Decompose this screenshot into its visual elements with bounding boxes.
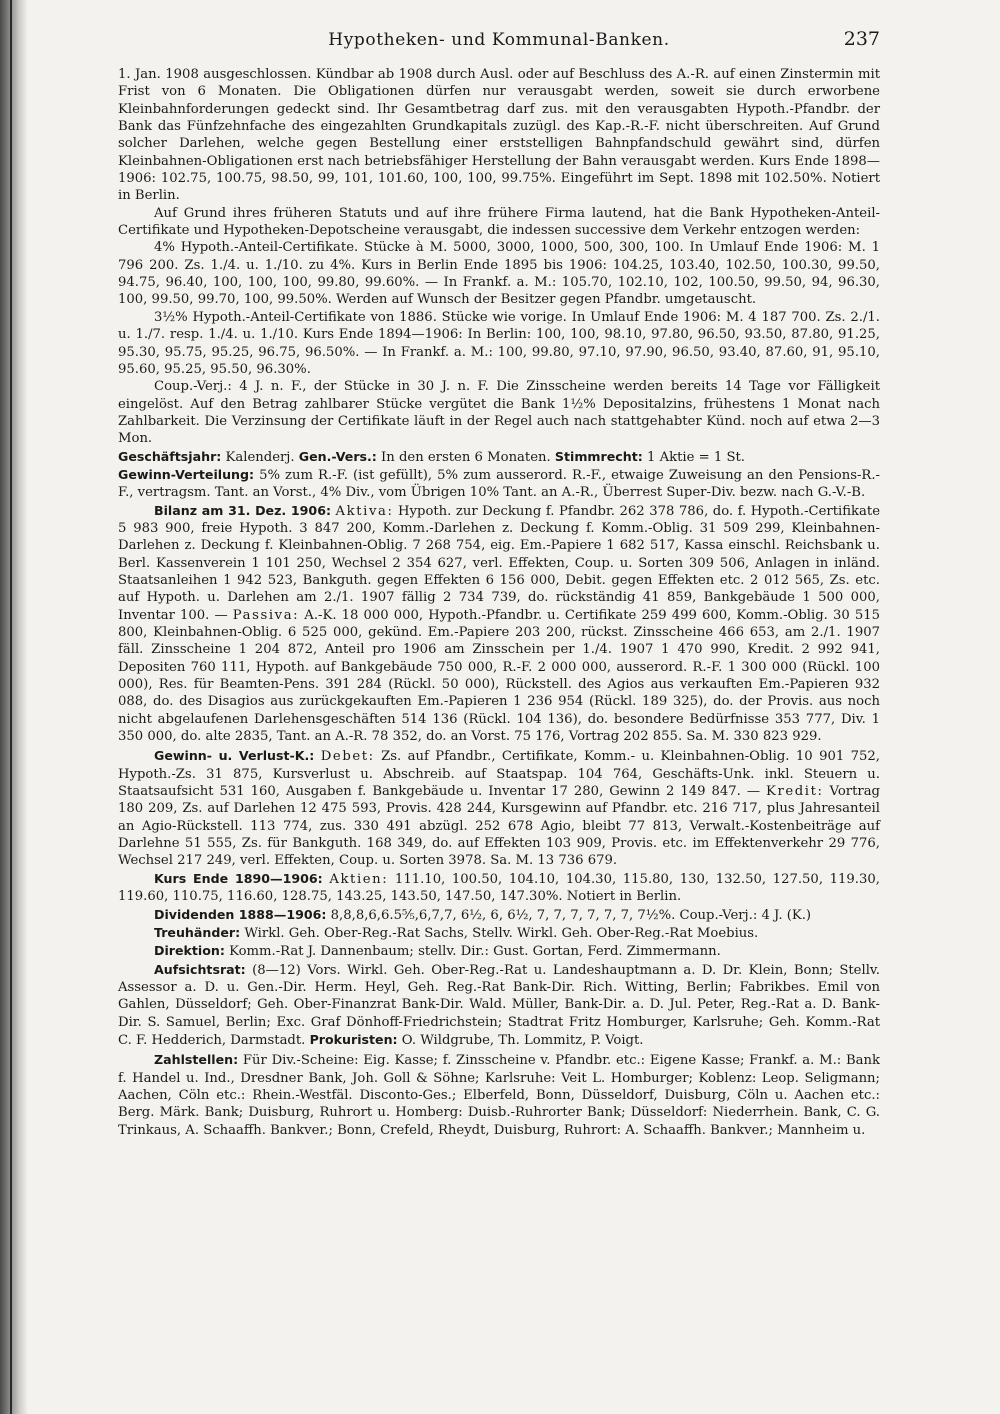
label-aktien: Aktien:: [329, 871, 389, 887]
section-direktion: Direktion: Komm.-Rat J. Dannenbaum; stellv. Dir.: Gust. Gortan, Ferd. Zimmermann.: [154, 943, 721, 960]
label-direktion: Direktion:: [154, 943, 225, 959]
section-gewinn-verlust: Gewinn- u. Verlust-K.: Debet: Zs. auf Pfandbr., Certifikate, Komm.- u. Kleinbahnen-Oblig. 10 901 752, Hypoth.-Zs. 31 875, Kursverlust u. Abschreib. auf Staatspap. 104 764, Geschäfts-Unk. inkl. Steuern u. Staatsaufsicht 531 160, Ausgaben f. Bankgebäude u. Inventar 17 280, Gewinn 2 149 847. — Kredit: Vortrag 180 209, Zs. auf Darlehen 12 475 593, Provis. 428 244, Kursgewinn auf Pfandbr. etc. 216 717, plus Jahresanteil an Agio-Rückstell. 113 774, zus. 330 491 abzügl. 252 678 Agio, bleibt 77 813, Verwalt.-Kostenbeiträge auf Darlehne 51 555, Zs. für Bankguth. 168 349, do. auf Effekten 103 909, Provis. etc. im Effektenverkehr 29 776, Wechsel 217 249, verl. Effekten, Coup. u. Sorten 3978. Sa. M. 13 736 679.: [118, 748, 881, 869]
section-geschaeftsjahr: Geschäftsjahr: Kalenderj. Gen.-Vers.: In den ersten 6 Monaten. Stimmrecht: 1 Aktie = 1 St.: [118, 448, 745, 465]
section-bilanz: Bilanz am 31. Dez. 1906: Aktiva: Hypoth. zur Deckung f. Pfandbr. 262 378 786, do. f. Hypoth.-Certifikate 5 983 900, freie Hypoth. 3 847 200, Komm.-Darlehen z. Deckung f. Komm.-Oblig. 31 509 299, Kleinbahnen-Darlehen z. Deckung f. Kleinbahnen-Oblig. 7 268 754, eig. Em.-Papiere 1 682 517, Kassa einschl. Reichsbank u. Berl. Kassenverein 1 101 250, Wechsel 2 354 627, verl. Effekten, Coup. u. Sorten 309 506, Anlagen in inländ. Staatsanleihen 1 942 523, Bankguth. gegen Effekten 6 156 000, Debit. gegen Effekten etc. 2 012 565, Zs. etc. auf Hypoth. u. Darlehen am 2./1. 1907 fällig 2 734 739, do. rückständig 41 859, Bankgebäude 1 500 000, Inventar 100. — Passiva: A.-K. 18 000 000, Hypoth.-Pfandbr. u. Certifikate 259 499 600, Komm.-Oblig. 30 515 800, Kleinbahnen-Oblig. 6 525 000, gekünd. Em.-Papiere 203 200, rückst. Zinsscheine 466 653, am 2./1. 1907 fäll. Zinsscheine 1 204 872, Anteil pro 1906 am Zinsschein per 1./4. 1907 1 470 990, Kredit. 2 992 941, Depositen 760 111, Hypoth. auf Bankgebäude 750 000, R.-F. 2 000 000, ausserord. R.-F. 1 300 000 (Rückl. 100 000), Res. für Beamten-Pens. 391 284 (Rückl. 50 000), Rückstell. des Agios aus verkauften Em.-Papieren 932 088, do. des Disagios aus zurückgekauften Em.-Papieren 1 236 954 (Rückl. 189 325), do. der Provis. aus noch nicht abgelaufenen Darlehensgeschäften 514 136 (Rückl. 104 136), do. besondere Bedürfnisse 353 777, Div. 1 350 000, do. alte 2835, Tant. an A.-R. 78 352, do. an Vorst. 75 176, Vortrag 202 855. Sa. M. 330 823 929.: [118, 502, 880, 745]
label-bilanz: Bilanz am 31. Dez. 1906:: [154, 502, 331, 518]
page-header: [118, 30, 880, 58]
page-body: [118, 66, 880, 1139]
label-dividenden: Dividenden 1888—1906:: [154, 906, 327, 922]
label-zahlstellen: Zahlstellen:: [154, 1052, 239, 1068]
label-kurs: Kurs Ende 1890—1906:: [154, 870, 323, 886]
label-gewinn-verlust: Gewinn- u. Verlust-K.:: [154, 748, 315, 764]
paragraph-kleinbahn-obligationen: 1. Jan. 1908 ausgeschlossen. Kündbar ab 1908 durch Ausl. oder auf Beschluss des A.-R. auf einen Zinstermin mit Frist von 6 Monaten. Die Obligationen dürfen nur verausgabt werden, soweit sie durch erworbene Kleinbahnforderungen gedeckt sind. Ihr Gesamtbetrag darf zus. mit den verausgabten Hypoth.-Pfandbr. der Bank das Fünfzehnfache des eingezahlten Grundkapitals zuzügl. des Kap.-R.-F. nicht überschreiten. Auf Grund solcher Darlehen, welche gegen Bestellung einer erststelligen Bahnpfandschuld gewährt sind, dürfen Kleinbahnen-Obligationen erst nach betriebsfähiger Herstellung der Bahn verausgabt werden. Kurs Ende 1898—1906: 102.75, 100.75, 98.50, 99, 101, 101.60, 100, 100, 99.75%. Eingeführt im Sept. 1898 mit 102.50%. Notiert in Berlin.: [118, 67, 880, 204]
page-number: 237: [843, 28, 880, 50]
running-title: Hypotheken- und Kommunal-Banken.: [328, 30, 670, 50]
label-treuhaender: Treuhänder:: [154, 924, 241, 940]
section-zahlstellen: Zahlstellen: Für Div.-Scheine: Eig. Kasse; f. Zinsscheine v. Pfandbr. etc.: Eigene Kasse; Frankf. a. M.: Bank f. Handel u. Ind., Dresdner Bank, Joh. Goll & Söhne; Karlsruhe: Veit L. Homburger; Koblenz: Leop. Seligmann; Aachen, Cöln etc.: Rhein.-Westfäl. Disconto-Ges.; Elberfeld, Bonn, Düsseldorf, Duisburg, Cöln u. Aachen etc.: Berg. Märk. Bank; Duisburg, Ruhrort u. Homberg: Duisb.-Ruhrorter Bank; Düsseldorf: Niederrhein. Bank, C. G. Trinkaus, A. Schaaffh. Bankver.; Bonn, Crefeld, Rheydt, Duisburg, Ruhrort: A. Schaaffh. Bankver.; Mannheim u.: [118, 1052, 880, 1138]
paragraph-coupon-verjaehrung: Coup.-Verj.: 4 J. n. F., der Stücke in 30 J. n. F. Die Zinsscheine werden bereits 14 Tage vor Fälligkeit eingelöst. Auf den Betrag zahlbarer Stücke vergütet die Bank 1½% Depositalzins, frühestens 1 Monat nach Zahlbarkeit. Die Verzinsung der Certifikate läuft in der Regel auch nach stattgehabter Künd. noch auf etwa 2—3 Mon.: [118, 379, 880, 447]
scanned-page-edge: [0, 0, 28, 1414]
section-gewinn-verteilung: Gewinn-Verteilung: 5% zum R.-F. (ist gefüllt), 5% zum ausserord. R.-F., etwaige Zuweisung an den Pensions-R.-F., vertragsm. Tant. an Vorst., 4% Div., vom Übrigen 10% Tant. an A.-R., Überrest Super-Div. bezw. nach G.-V.-B.: [118, 466, 880, 501]
section-treuhaender: Treuhänder: Wirkl. Geh. Ober-Reg.-Rat Sachs, Stellv. Wirkl. Geh. Ober-Reg.-Rat Moebius.: [154, 924, 759, 941]
label-aufsichtsrat: Aufsichtsrat:: [154, 961, 246, 977]
label-geschaeftsjahr: Geschäftsjahr:: [118, 448, 222, 464]
section-aufsichtsrat: Aufsichtsrat: (8—12) Vors. Wirkl. Geh. Ober-Reg.-Rat u. Landeshauptmann a. D. Dr. Klein, Bonn; Stellv. Assessor a. D. u. Gen.-Dir. Herm. Heyl, Geh. Reg.-Rat Bank-Dir. Rich. Witting, Berlin; Fabrikbes. Emil von Gahlen, Düsseldorf; Geh. Ober-Finanzrat Bank-Dir. Wald. Müller, Bank-Dir. a. D. Jul. Peter, Reg.-Rat a. D. Bank-Dir. S. Samuel, Berlin; Exc. Graf Dönhoff-Friedrichstein; Stadtrat Fritz Homburger, Karlsruhe; Geh. Komm.-Rat C. F. Hedderich, Darmstadt. Prokuristen: O. Wildgrube, Th. Lommitz, P. Voigt.: [118, 961, 880, 1048]
label-kredit: Kredit:: [766, 784, 824, 800]
label-aktiva: Aktiva:: [335, 503, 394, 519]
label-prokuristen: Prokuristen:: [309, 1031, 398, 1047]
label-gen-vers: Gen.-Vers.:: [298, 448, 377, 464]
paragraph-3-5pct-certifikate: 3½% Hypoth.-Anteil-Certifikate von 1886. Stücke wie vorige. In Umlauf Ende 1906: M. 4 187 700. Zs. 2./1. u. 1./7. resp. 1./4. u. 1./10. Kurs Ende 1894—1906: In Berlin: 100, 100, 98.10, 97.80, 96.50, 93.50, 87.80, 91.25, 95.30, 95.75, 95.25, 96.75, 96.50%. — In Frankf. a. M.: 100, 99.80, 97.10, 97.90, 96.50, 93.40, 87.60, 91, 95.10, 95.60, 95.25, 95.50, 96.30%.: [118, 309, 880, 377]
page-binding-line: [10, 0, 12, 1414]
label-gewinn-verteilung: Gewinn-Verteilung:: [118, 466, 255, 482]
section-dividenden: Dividenden 1888—1906: 8,8,8,6,6.5⁵⁄₅,6,7,7, 6½, 6, 6½, 7, 7, 7, 7, 7, 7, 7½%. Coup.-Verj.: 4 J. (K.): [154, 906, 812, 923]
label-passiva: Passiva:: [232, 607, 300, 623]
paragraph-anteil-certifikate-intro: Auf Grund ihres früheren Statuts und auf ihre frühere Firma lautend, hat die Bank Hypotheken-Anteil-Certifikate und Hypotheken-Depotscheine verausgabt, die indessen successive dem Verkehr entzogen werden:: [118, 205, 880, 239]
label-debet: Debet:: [320, 749, 375, 765]
paragraph-4pct-certifikate: 4% Hypoth.-Anteil-Certifikate. Stücke à M. 5000, 3000, 1000, 500, 300, 100. In Umlauf Ende 1906: M. 1 796 200. Zs. 1./4. u. 1./10. zu 4%. Kurs in Berlin Ende 1895 bis 1906: 104.25, 103.40, 102.50, 100.30, 99.50, 94.75, 96.40, 100, 100, 100, 99.80, 99.60%. — In Frankf. a. M.: 105.70, 102.10, 102, 100.50, 99.50, 94, 96.30, 100, 99.50, 99.70, 100, 99.50%. Werden auf Wunsch der Besitzer gegen Pfandbr. umgetauscht.: [118, 240, 880, 308]
section-kurs: Kurs Ende 1890—1906: Aktien: 111.10, 100.50, 104.10, 104.30, 115.80, 130, 132.50, 127.50, 119.30, 119.60, 110.75, 116.60, 128.75, 143.25, 143.50, 147.50, 147.30%. Notiert in Berlin.: [118, 870, 880, 905]
label-stimmrecht: Stimmrecht:: [554, 448, 643, 464]
